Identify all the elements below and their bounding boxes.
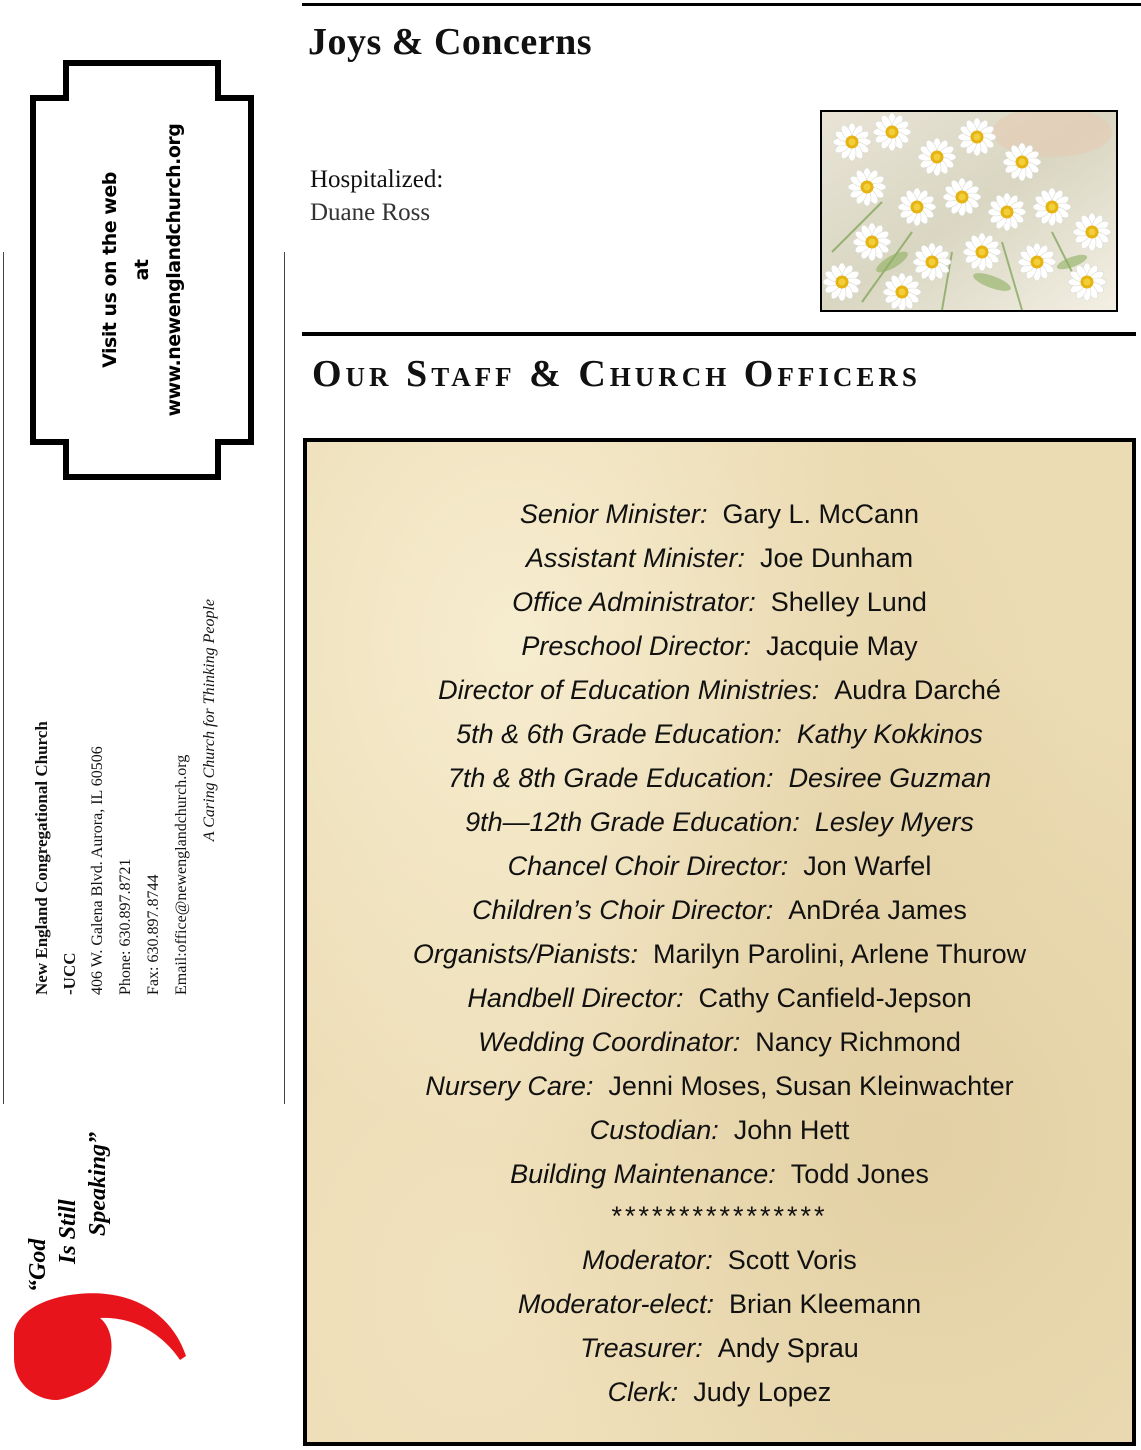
staff-role: Preschool Director: <box>521 631 751 661</box>
sidebar-right-rule <box>284 252 285 1104</box>
officer-name: Brian Kleemann <box>728 1289 922 1319</box>
officer-row <box>307 1326 1132 1370</box>
website-url[interactable]: www.newenglandchurch.org <box>163 123 185 417</box>
staff-list <box>307 492 1132 1414</box>
staff-role: Director of Education Ministries: <box>438 675 820 705</box>
officer-role: Moderator-elect: <box>517 1289 714 1319</box>
staff-name: Nancy Richmond <box>755 1027 961 1057</box>
slogan-line-3: Speaking” <box>85 1131 111 1236</box>
daisy-image <box>822 112 1116 310</box>
staff-role: Organists/Pianists: <box>412 939 638 969</box>
staff-role: 9th—12th Grade Education: <box>465 807 800 837</box>
staff-row <box>307 1020 1132 1064</box>
hospitalized-name: Duane Ross <box>310 199 431 226</box>
officer-row <box>307 1282 1132 1326</box>
sidebar-left-rule <box>3 252 4 1104</box>
website-line-1: Visit us on the web <box>99 172 121 368</box>
website-line-2: at <box>131 259 153 281</box>
staff-row <box>307 756 1132 800</box>
staff-role: Nursery Care: <box>425 1071 594 1101</box>
top-rule <box>302 3 1141 6</box>
staff-name: Jenni Moses, Susan Kleinwachter <box>608 1071 1014 1101</box>
staff-role: Assistant Minister: <box>525 543 745 573</box>
staff-panel <box>303 438 1136 1446</box>
still-speaking-slogan <box>23 1131 113 1292</box>
staff-row <box>307 536 1132 580</box>
website-callout <box>30 60 254 480</box>
church-address: 406 W. Galena Blvd. Aurora, IL 60506 <box>89 746 106 995</box>
staff-name: Audra Darché <box>834 675 1001 705</box>
staff-role: 5th & 6th Grade Education: <box>456 719 782 749</box>
church-tagline: A Caring Church for Thinking People <box>201 599 218 842</box>
staff-row <box>307 932 1132 976</box>
officer-role: Clerk: <box>607 1377 679 1407</box>
staff-name: Joe Dunham <box>759 543 914 573</box>
staff-name: Cathy Canfield-Jepson <box>698 983 972 1013</box>
staff-row <box>307 624 1132 668</box>
officer-row <box>307 1370 1132 1414</box>
slogan-line-2: Is Still <box>55 1199 81 1264</box>
staff-role: 7th & 8th Grade Education: <box>447 763 774 793</box>
staff-row <box>307 800 1132 844</box>
staff-row <box>307 668 1132 712</box>
staff-name: Desiree Guzman <box>788 763 992 793</box>
staff-name: Lesley Myers <box>814 807 974 837</box>
website-text <box>94 105 190 435</box>
staff-row <box>307 844 1132 888</box>
slogan-line-1: “God <box>25 1238 51 1292</box>
joys-concerns-title: Joys & Concerns <box>308 21 593 63</box>
officer-role: Moderator: <box>582 1245 713 1275</box>
church-address-block <box>28 595 224 995</box>
hospitalized-label: Hospitalized: <box>310 166 444 193</box>
staff-role: Building Maintenance: <box>510 1159 776 1189</box>
church-email[interactable]: Email:office@newenglandchurch.org <box>173 754 190 995</box>
officer-name: Andy Sprau <box>717 1333 859 1363</box>
staff-row <box>307 492 1132 536</box>
staff-row <box>307 580 1132 624</box>
staff-name: Marilyn Parolini, Arlene Thurow <box>652 939 1027 969</box>
officer-role: Treasurer: <box>580 1333 703 1363</box>
staff-row <box>307 712 1132 756</box>
staff-name: Shelley Lund <box>770 587 927 617</box>
staff-role: Senior Minister: <box>519 499 708 529</box>
staff-name: Jacquie May <box>766 631 918 661</box>
staff-name: AnDréa James <box>788 895 967 925</box>
officer-name: Judy Lopez <box>693 1377 832 1407</box>
daisies-photo <box>820 110 1118 312</box>
staff-role: Wedding Coordinator: <box>478 1027 741 1057</box>
church-fax: Fax: 630.897.8744 <box>145 874 162 995</box>
staff-name: John Hett <box>733 1115 850 1145</box>
staff-row <box>307 1152 1132 1196</box>
staff-name: Gary L. McCann <box>722 499 920 529</box>
officer-name: Scott Voris <box>727 1245 857 1275</box>
staff-row <box>307 888 1132 932</box>
staff-row <box>307 1064 1132 1108</box>
staff-name: Jon Warfel <box>803 851 932 881</box>
comma-icon <box>10 1290 190 1420</box>
church-suffix: -UCC <box>60 952 79 995</box>
section-rule <box>302 332 1136 336</box>
ucc-comma-logo <box>10 1290 190 1420</box>
church-name: New England Congregational Church <box>32 721 51 995</box>
staff-name: Todd Jones <box>790 1159 929 1189</box>
officers-separator: **************** <box>611 1201 828 1231</box>
staff-role: Office Administrator: <box>512 587 756 617</box>
staff-role: Handbell Director: <box>467 983 684 1013</box>
officer-row <box>307 1238 1132 1282</box>
staff-name: Kathy Kokkinos <box>796 719 983 749</box>
church-phone: Phone: 630.897.8721 <box>117 858 134 995</box>
staff-role: Custodian: <box>589 1115 719 1145</box>
staff-row <box>307 976 1132 1020</box>
staff-officers-title: Our Staff & Church Officers <box>312 353 921 395</box>
staff-role: Chancel Choir Director: <box>507 851 789 881</box>
staff-row <box>307 1108 1132 1152</box>
staff-role: Children’s Choir Director: <box>472 895 774 925</box>
